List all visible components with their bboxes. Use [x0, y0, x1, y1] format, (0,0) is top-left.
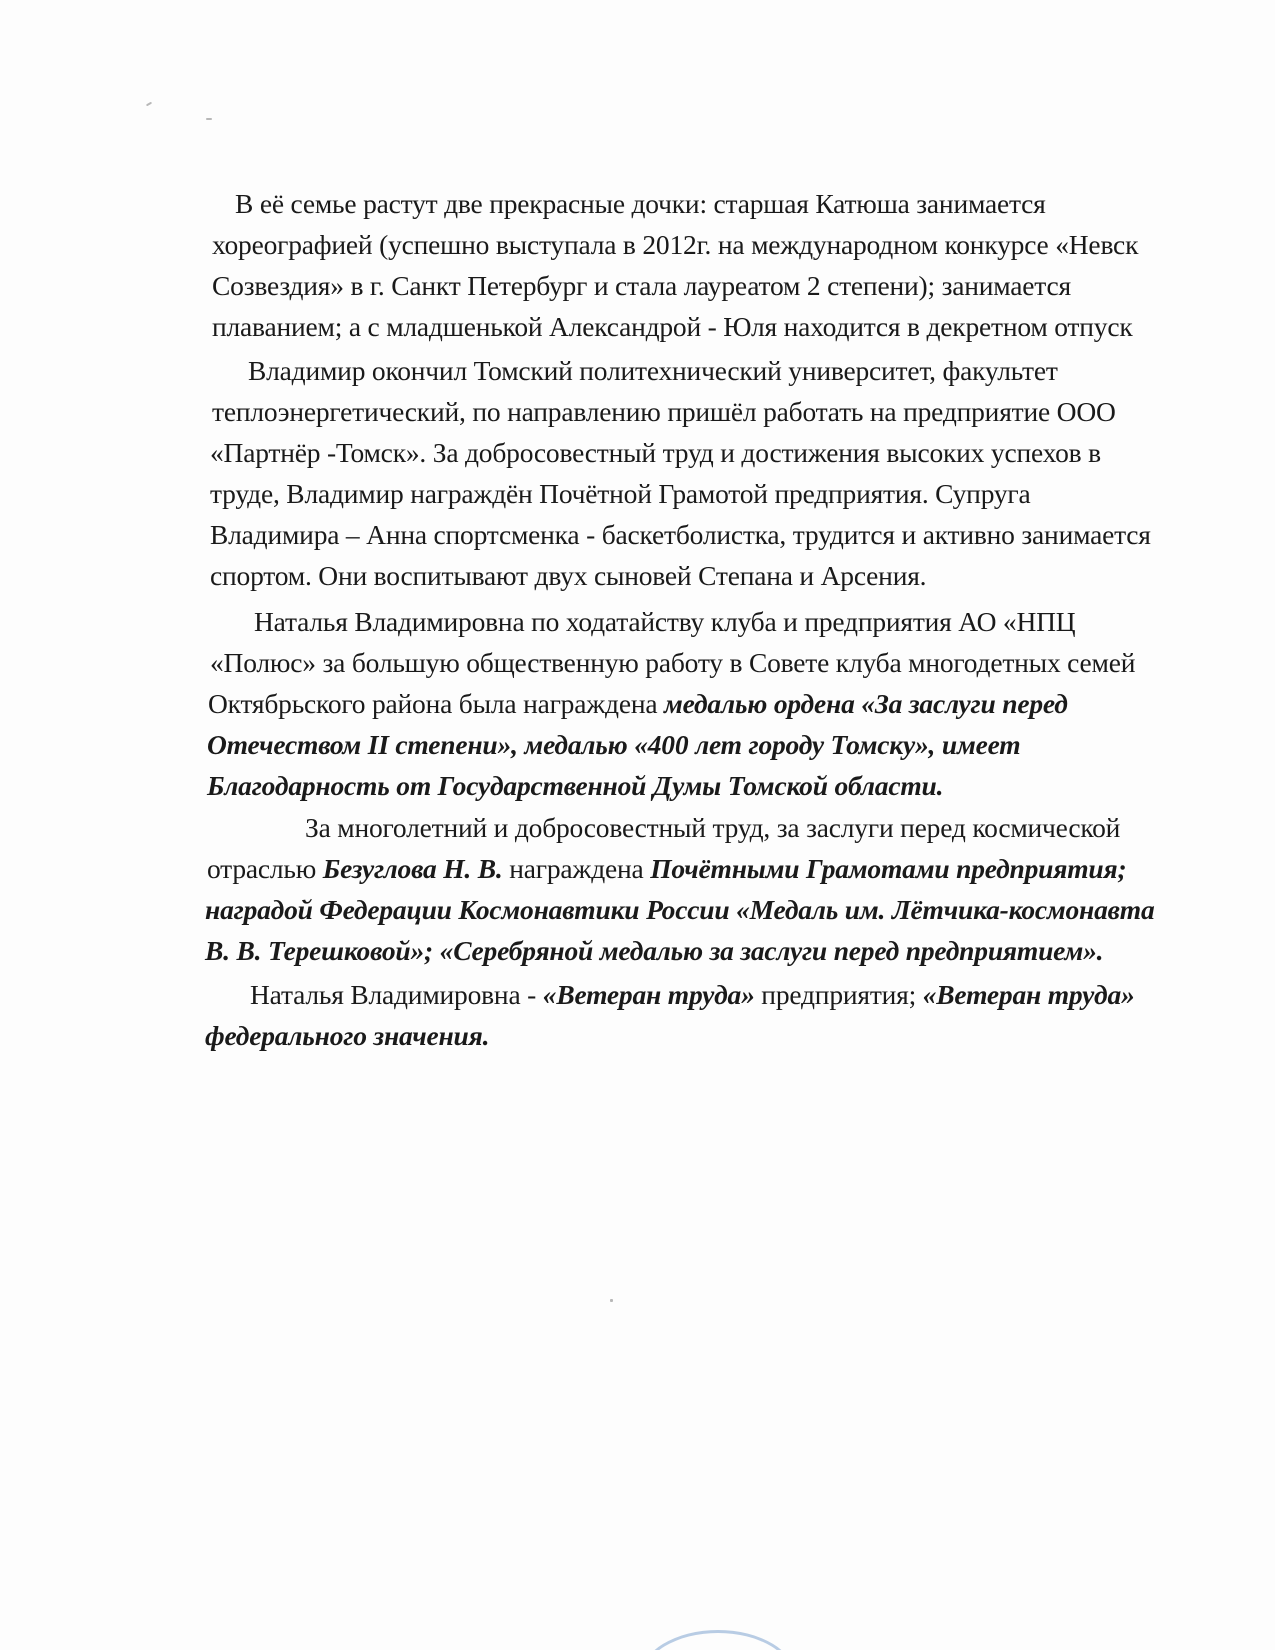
body-text: награждена — [502, 853, 651, 884]
text-line — [212, 309, 1132, 345]
body-text: «Полюс» за большую общественную работу в Совете клуба многодетных семей — [210, 647, 1136, 678]
stamp-seal — [640, 1630, 796, 1650]
body-text: За многолетний и добросовестный труд, за заслуги перед космической — [305, 812, 1121, 843]
scan-speck — [146, 102, 152, 107]
text-line — [254, 604, 1075, 640]
text-line — [207, 727, 1020, 763]
text-line — [212, 227, 1138, 263]
body-text: теплоэнергетический, по направлению пришёл работать на предприятие ООО — [212, 396, 1116, 427]
bold-italic-text: наградой Федерации Космонавтики России «Медаль им. Лётчика-космонавта — [205, 894, 1155, 925]
bold-italic-text: Почётными Грамотами предприятия; — [650, 853, 1127, 884]
body-text: отраслью — [207, 853, 323, 884]
text-line — [248, 353, 1058, 389]
text-line — [250, 977, 1135, 1013]
body-text: «Партнёр -Томск». За добросовестный труд и достижения высоких успехов в — [210, 437, 1101, 468]
scan-speck — [206, 118, 212, 120]
text-line — [207, 768, 943, 804]
bold-italic-text: В. В. Терешковой»; «Серебряной медалью за заслуги перед предприятием». — [205, 935, 1104, 966]
text-line — [205, 892, 1155, 928]
body-text: труде, Владимир награждён Почётной Грамотой предприятия. Супруга — [210, 478, 1031, 509]
body-text: Созвездия» в г. Санкт Петербург и стала лауреатом 2 степени); занимается — [212, 270, 1071, 301]
text-line — [207, 851, 1126, 887]
body-text: Владимир окончил Томский политехнический университет, факультет — [248, 355, 1058, 386]
text-line — [208, 686, 1068, 722]
scan-speck — [610, 1299, 613, 1302]
body-text: Наталья Владимировна - — [250, 979, 543, 1010]
body-text: Наталья Владимировна по ходатайству клуба и предприятия АО «НПЦ — [254, 606, 1076, 637]
text-line — [210, 558, 926, 594]
bold-italic-text: «Ветеран труда» — [922, 979, 1135, 1010]
bold-italic-text: медалью ордена «За заслуги перед — [664, 688, 1068, 719]
body-text: В её семье растут две прекрасные дочки: старшая Катюша занимается — [235, 188, 1046, 219]
text-line — [305, 810, 1120, 846]
body-text: предприятия; — [754, 979, 923, 1010]
text-line — [210, 645, 1135, 681]
text-line — [210, 476, 1031, 512]
text-line — [212, 394, 1116, 430]
text-line — [210, 435, 1101, 471]
text-line — [235, 186, 1046, 222]
text-line — [205, 933, 1103, 969]
bold-italic-text: Безуглова Н. В. — [322, 853, 503, 884]
body-text: спортом. Они воспитывают двух сыновей Степана и Арсения. — [210, 560, 927, 591]
bold-italic-text: Отечеством II степени», медалью «400 лет городу Томску», имеет — [207, 729, 1021, 760]
bold-italic-text: федерального значения. — [205, 1020, 490, 1051]
body-text: хореографией (успешно выступала в 2012г. на международном конкурсе «Невск — [212, 229, 1139, 260]
body-text: Владимира – Анна спортсменка - баскетболистка, трудится и активно занимается — [210, 519, 1151, 550]
body-text: Октябрьского района была награждена — [208, 688, 665, 719]
text-line — [210, 517, 1151, 553]
bold-italic-text: «Ветеран труда» — [542, 979, 755, 1010]
body-text: плаванием; а с младшенькой Александрой - Юля находится в декретном отпуск — [212, 311, 1133, 342]
text-line — [212, 268, 1071, 304]
text-line — [205, 1018, 489, 1054]
bold-italic-text: Благодарность от Государственной Думы Томской области. — [207, 770, 944, 801]
